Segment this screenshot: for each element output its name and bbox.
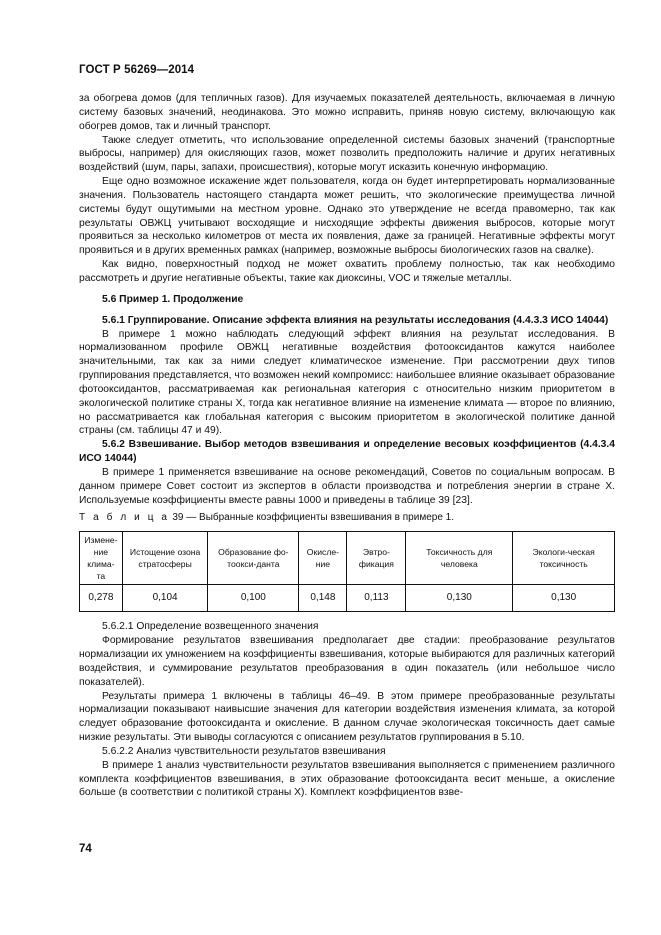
table-cell: 0,148 xyxy=(299,585,347,612)
table-cell: 0,278 xyxy=(80,585,123,612)
weighting-table xyxy=(79,531,615,612)
table-caption-label: Т а б л и ц а xyxy=(79,512,170,524)
table-row xyxy=(80,585,615,612)
table-cell: 0,113 xyxy=(347,585,406,612)
table-caption-text: 39 — Выбранные коэффициенты взвешивания в примере 1. xyxy=(169,512,455,524)
page-number: 74 xyxy=(79,843,92,855)
paragraph: Еще одно возможное искажение ждет пользователя, когда он будет интерпретировать нормализованные значения. Пользователь настоящего стандарта может решить, что экологические преимущества личной системы будут ощутимыми на местном уровне. Однако это утверждение не всегда правомерно, так как результаты ОВЖЦ учитывают восходящие и нисходящие эффекты движения выбросов, которые могут проявиться за несколько километров от места их появления, даже за границей. Негативные эффекты могут проявиться и в других временных рамках (например, возможные выбросы биологических газов на свалке). xyxy=(79,176,615,257)
table-header-cell: Образование фо-тоокси-данта xyxy=(208,532,299,585)
section-heading: 5.6.1 Группирование. Описание эффекта влияния на результаты исследования (4.4.3.3 ИСО 14044) xyxy=(102,314,609,326)
table-header-cell: Истощение озона стратосферы xyxy=(122,532,208,585)
table-cell: 0,104 xyxy=(122,585,208,612)
subsection-heading: 5.6.2.2 Анализ чувствительности результатов взвешивания xyxy=(102,745,386,757)
paragraph: В примере 1 можно наблюдать следующий эффект влияния на результат исследования. В нормализованном профиле ОВЖЦ негативные воздействия фотооксидантов кажутся наиболее значительными, так как за ними следует климатическое изменение. При рассмотрении двух типов группирования представляется, что возможен некий компромисс: наибольшее влияние оказывает образование фотооксидантов, рассматриваемая как региональная категория с относительно низким приоритетом в экологической политике страны X, тогда как негативное влияние на изменение климата — второе по влиянию, но рассматривается как глобальная категория с высоким приоритетом в экологической политике данной страны (см. таблицы 47 и 49). xyxy=(79,328,615,437)
table-header-row xyxy=(80,532,615,585)
document-body xyxy=(79,92,615,800)
document-code: ГОСТ Р 56269—2014 xyxy=(79,64,195,76)
paragraph: Как видно, поверхностный подход не может охватить проблему полностью, так как необходимо рассмотреть и другие негативные объекты, такие как диоксины, VOC и тяжелые металлы. xyxy=(79,259,615,284)
paragraph: за обогрева домов (для тепличных газов). Для изучаемых показателей деятельность, включаемая в личную систему базовых значений, неодинакова. Это можно исправить, приняв новую систему, включающую как обогрев домов, так и личный транспорт. xyxy=(79,93,615,132)
table-header-cell: Эвтро-фикация xyxy=(347,532,406,585)
paragraph: В примере 1 анализ чувствительности результатов взвешивания выполняется с применением различного комплекта коэффициентов взвешивания, в этих образование фотооксиданта весит меньше, а окисление больше (в соответствии с политикой страны X). Комплект коэффициентов взве- xyxy=(79,759,615,799)
table-cell: 0,130 xyxy=(406,585,513,612)
table-header-cell: Экологи-ческая токсичность xyxy=(513,532,615,585)
table-caption xyxy=(79,511,615,525)
paragraph: В примере 1 применяется взвешивание на основе рекомендаций, Советов по социальным вопросам. В данном примере Совет состоит из экспертов в области производства и потребления энергии в стране X. Используемые коэффициенты вместе равны 1000 и приведены в таблице 39 [23]. xyxy=(79,466,615,506)
section-heading: 5.6 Пример 1. Продолжение xyxy=(102,293,244,305)
table-header-cell: Измене-ние клима-та xyxy=(80,532,123,585)
paragraph: Результаты примера 1 включены в таблицы 46–49. В этом примере преобразованные результаты нормализации показывают наивысшие значения для категории воздействия изменения климата, за которой следует образование фотооксиданта и окисление. В данном случае экологическая токсичность дает самые низкие результаты. Эти выводы согласуются с описанием результатов группирования в 5.10. xyxy=(79,690,615,744)
subsection-heading: 5.6.2.1 Определение возвещенного значения xyxy=(102,621,319,633)
table-header-cell: Окисле-ние xyxy=(299,532,347,585)
paragraph: Также следует отметить, что использование определенной системы базовых значений (транспортные выбросы, например) для окисляющих газов, может позволить предположить наличие и других негативных воздействий (шум, пары, запахи, происшествия), которые могут исказить конечную информацию. xyxy=(79,134,615,174)
table-header-cell: Токсичность для человека xyxy=(406,532,513,585)
paragraph: Формирование результатов взвешивания предполагает две стадии: преобразование результатов нормализации их умножением на коэффициенты взвешивания, которые выбираются для различных категорий воздействия, и суммирование результатов преобразования в один показатель (или небольшое число показателей). xyxy=(79,635,615,688)
table-cell: 0,100 xyxy=(208,585,299,612)
table-cell: 0,130 xyxy=(513,585,615,612)
section-heading: 5.6.2 Взвешивание. Выбор методов взвешивания и определение весовых коэффициентов (4.4.3.4 ИСО 14044) xyxy=(79,439,615,465)
